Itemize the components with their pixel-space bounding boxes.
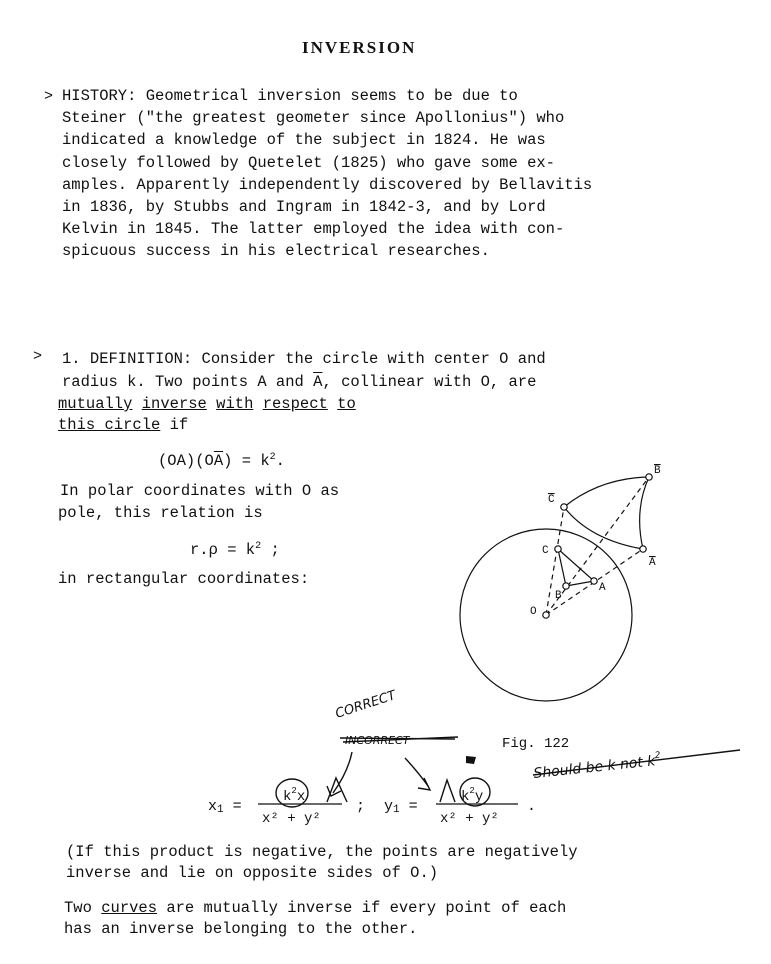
correct-annotation: CORRECT: [333, 688, 398, 722]
formula-exponent: 2: [269, 452, 276, 463]
y1-lhs: y1 =: [384, 798, 418, 816]
history-line: amples. Apparently independently discovered by Bellavitis: [62, 175, 593, 194]
label-b-bar: B: [654, 465, 661, 477]
definition-marker: >: [33, 348, 43, 365]
should-be-annotation: Should be k not $k^2$: [532, 750, 662, 782]
arrow-shaft-left: [333, 752, 352, 793]
formula-text: (OA)(O: [158, 452, 214, 471]
flag-mark: [466, 756, 476, 764]
label-a: A: [599, 582, 606, 594]
point-a: [591, 578, 597, 584]
curves-line-1: [64, 897, 566, 919]
curves-text: Two: [64, 899, 102, 917]
rectangular-line: in rectangular coordinates:: [58, 570, 310, 588]
history-line: Kelvin in 1845. The latter employed the idea with con-: [62, 220, 565, 239]
formula-text: ;: [261, 541, 280, 560]
scribble-right: [440, 780, 455, 802]
curves-text: are mutually inverse if every point of each: [157, 899, 567, 917]
label-a-bar: A: [649, 557, 656, 569]
history-line: spicuous success in his electrical researches.: [62, 242, 490, 261]
definition-line-1: 1. DEFINITION: Consider the circle with center O and: [62, 350, 546, 368]
history-line: in 1836, by Stubbs and Ingram in 1842-3, and by Lord: [62, 198, 546, 216]
history-line: indicated a knowledge of the subject in 1824. He was: [62, 131, 546, 150]
curves-line-2: has an inverse belonging to the other.: [64, 920, 418, 938]
underlined-word: inverse: [141, 395, 207, 413]
history-line: closely followed by Quetelet (1825) who gave some ex-: [62, 153, 555, 172]
inverse-arc-c-b: [564, 477, 649, 507]
formula-exponent: 2: [255, 541, 262, 552]
a-bar-label: $\overline{A}$: [213, 452, 224, 471]
negative-line-1: (If this product is negative, the points are negatively: [66, 843, 578, 861]
small-triangle: [558, 549, 594, 586]
polar-line-2: pole, this relation is: [58, 504, 263, 522]
negative-line-2: inverse and lie on opposite sides of O.): [66, 864, 439, 882]
history-line: Steiner ("the greatest geometer since Apollonius") who: [62, 109, 565, 128]
point-a-bar: [640, 546, 646, 552]
equation-separator: ;: [356, 798, 366, 815]
formula-text: r.ρ = k: [190, 541, 256, 560]
definition-text: , collinear with O, are: [322, 373, 537, 391]
underlined-word: mutually: [58, 395, 133, 413]
inverse-arc-c-a: [564, 507, 643, 549]
underlined-word: with: [216, 395, 254, 413]
incorrect-annotation: INCORRECT: [345, 734, 410, 747]
underlined-word: curves: [101, 899, 158, 917]
formula-text: .: [275, 452, 285, 471]
definition-text: radius k. Two points A and: [62, 373, 314, 391]
label-c-bar: C: [548, 494, 555, 506]
underlined-word: to: [337, 395, 356, 413]
point-c-bar: [561, 504, 567, 510]
label-o: O: [530, 606, 537, 618]
x1-numerator: $k^2x$: [283, 786, 306, 805]
x1-denominator: x² + y²: [262, 811, 321, 827]
point-c: [555, 546, 561, 552]
definition-text: if: [160, 416, 189, 434]
label-c: C: [542, 545, 549, 557]
inverse-arc-b-a: [640, 477, 649, 549]
point-b-bar: [646, 474, 652, 480]
label-b: B: [555, 590, 562, 602]
underlined-phrase: this circle: [58, 416, 161, 434]
formula-text: ) = k: [223, 452, 270, 471]
history-marker: >: [44, 88, 54, 105]
equation-end: .: [527, 798, 537, 815]
y1-denominator: x² + y²: [440, 811, 499, 827]
polar-line-1: In polar coordinates with O as: [60, 482, 340, 500]
underlined-word: respect: [262, 395, 328, 413]
y1-numerator: $k^2y$: [461, 786, 484, 805]
point-o: [543, 612, 549, 618]
scribble-left: [327, 778, 347, 802]
point-b: [563, 583, 569, 589]
x1-lhs: x1 =: [208, 798, 242, 816]
figure-caption: Fig. 122: [502, 736, 570, 752]
a-bar-label: $\overline{A}$: [313, 373, 323, 391]
arrow-shaft-right: [405, 758, 428, 786]
history-line: HISTORY: Geometrical inversion seems to be due to: [62, 87, 518, 105]
page-title: INVERSION: [302, 38, 417, 57]
